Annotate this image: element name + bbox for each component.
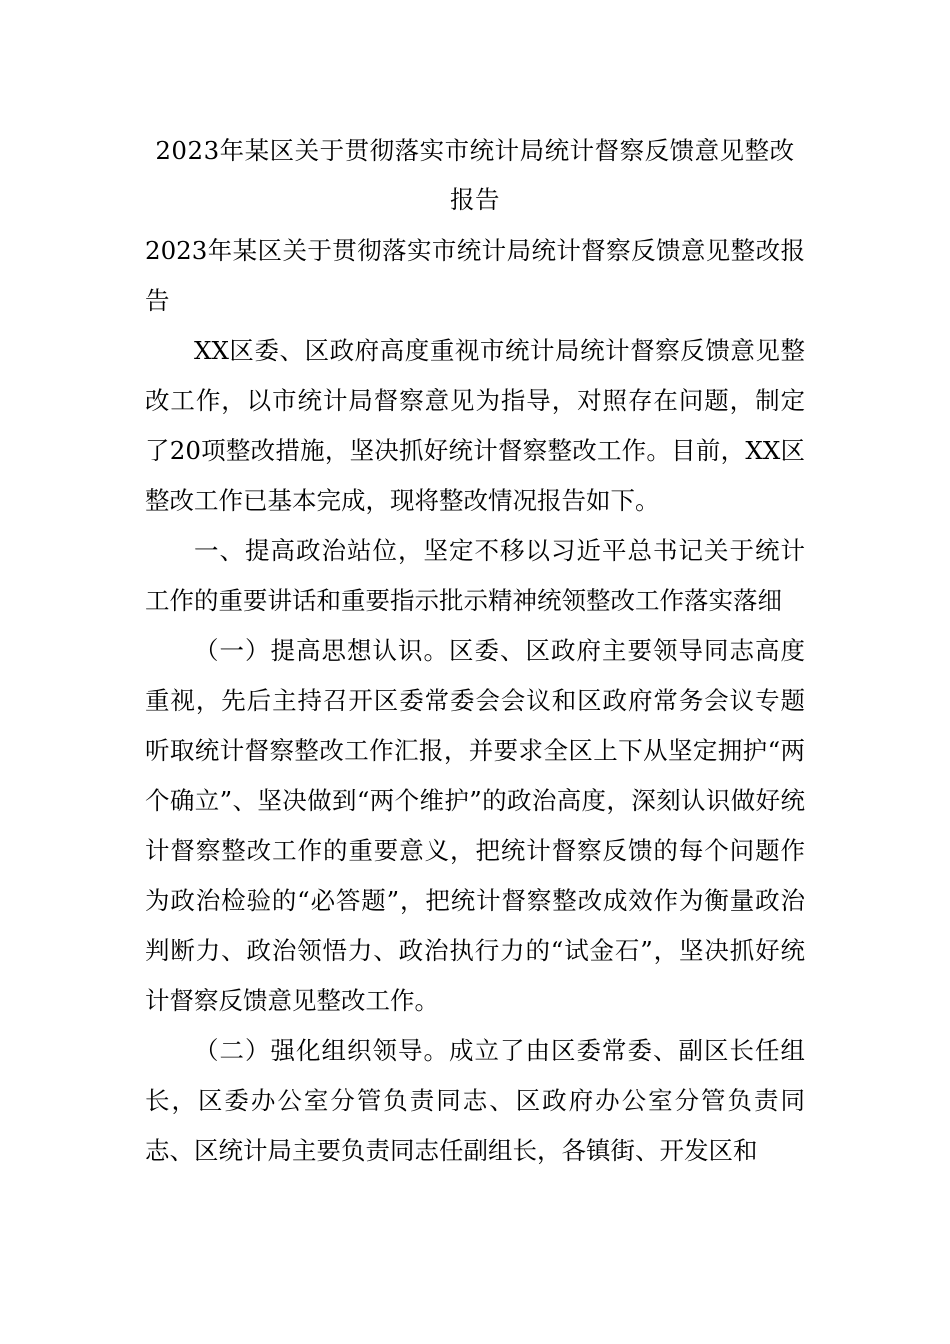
paragraph-item-2: （二）强化组织领导。成立了由区委常委、副区长任组长，区委办公室分管负责同志、区政府办公室分管负责同志、区统计局主要负责同志任副组长，各镇街、开发区和: [145, 1036, 805, 1165]
document-subtitle: 2023年某区关于贯彻落实市统计局统计督察反馈意见整改报告: [145, 236, 805, 315]
document-title: 2023年某区关于贯彻落实市统计局统计督察反馈意见整改报告: [155, 136, 795, 214]
section-heading-1: 一、提高政治站位，坚定不移以习近平总书记关于统计工作的重要讲话和重要指示批示精神统领整改工作落实落细: [145, 536, 805, 615]
paragraph-item-1: （一）提高思想认识。区委、区政府主要领导同志高度重视，先后主持召开区委常委会会议和区政府常务会议专题听取统计督察整改工作汇报，并要求全区上下从坚定拥护“两个确立”、坚决做到“两个维护”的政治高度，深刻认识做好统计督察整改工作的重要意义，把统计督察反馈的每个问题作为政治检验的“必答题”，把统计督察整改成效作为衡量政治判断力、政治领悟力、政治执行力的“试金石”，坚决抓好统计督察反馈意见整改工作。: [145, 636, 805, 1015]
paragraph-intro: XX区委、区政府高度重视市统计局统计督察反馈意见整改工作，以市统计局督察意见为指导，对照存在问题，制定了20项整改措施，坚决抓好统计督察整改工作。目前，XX区整改工作已基本完成，现将整改情况报告如下。: [145, 336, 805, 515]
document-body: [145, 226, 805, 1176]
